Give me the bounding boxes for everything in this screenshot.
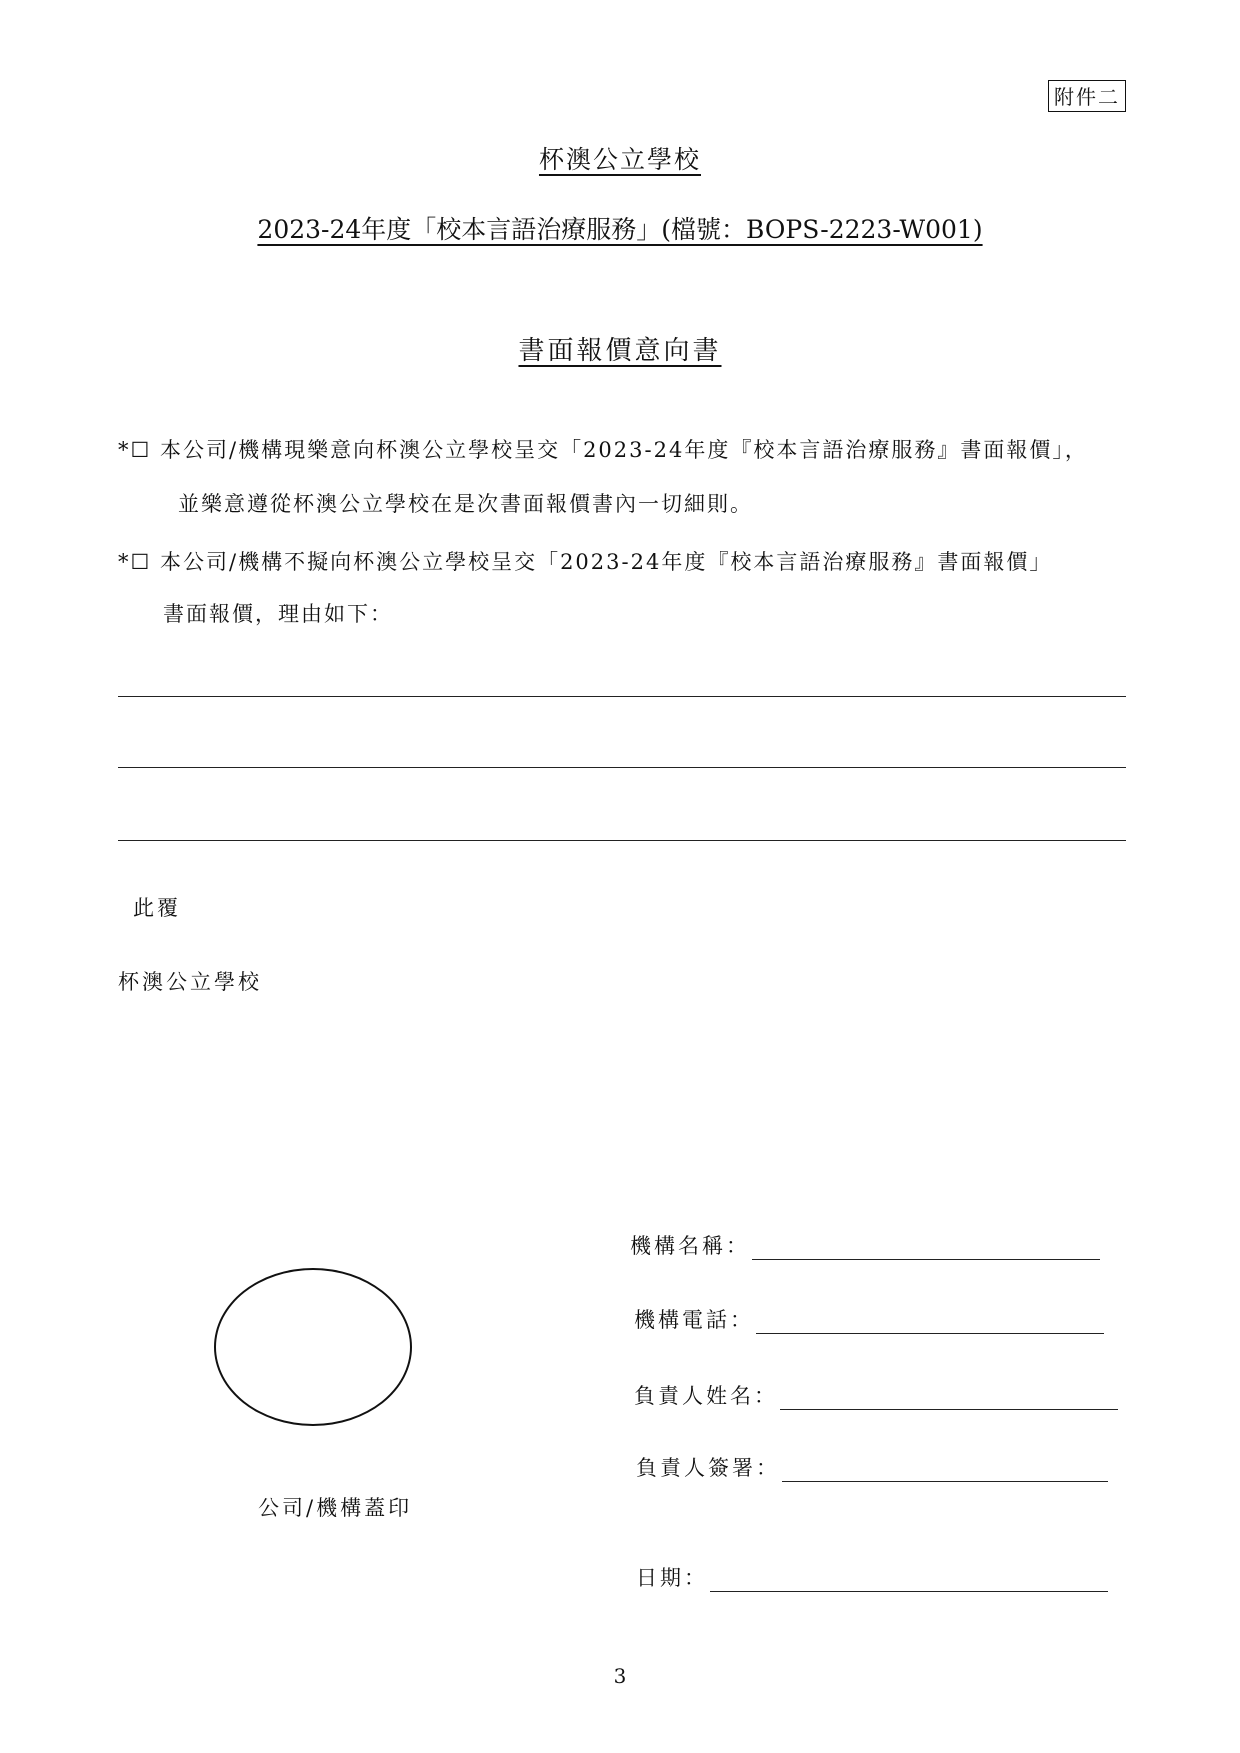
date-blank bbox=[710, 1569, 1108, 1592]
company-seal-circle bbox=[214, 1268, 412, 1426]
reason-blank-line bbox=[118, 767, 1126, 768]
school-title: 杯澳公立學校 bbox=[538, 145, 701, 174]
project-title: 2023-24年度「校本言語治療服務」(檔號：BOPS-2223-W001) bbox=[257, 215, 983, 244]
org-phone-label: 機構電話： bbox=[634, 1308, 754, 1332]
person-signature-label: 負責人簽署： bbox=[636, 1456, 780, 1480]
date-field bbox=[636, 1562, 1108, 1592]
org-name-field bbox=[630, 1230, 1100, 1260]
closing-text: 此覆 bbox=[133, 896, 181, 920]
person-name-field bbox=[634, 1380, 1118, 1410]
date-label: 日期： bbox=[636, 1566, 708, 1590]
attachment-label: 附件二 bbox=[1048, 80, 1126, 112]
option-decline-line2: 書面報價，理由如下： bbox=[163, 602, 393, 626]
reason-blank-line bbox=[118, 696, 1126, 697]
addressee: 杯澳公立學校 bbox=[118, 970, 262, 994]
person-name-label: 負責人姓名： bbox=[634, 1384, 778, 1408]
org-phone-blank bbox=[756, 1311, 1104, 1334]
option-accept-line2: 並樂意遵從杯澳公立學校在是次書面報價書內一切細則。 bbox=[178, 492, 753, 516]
option-decline-line1: *☐ 本公司/機構不擬向杯澳公立學校呈交「2023-24年度『校本言語治療服務』書面報價」 bbox=[118, 550, 1053, 574]
option-accept-line1: *☐ 本公司/機構現樂意向杯澳公立學校呈交「2023-24年度『校本言語治療服務』書面報價」， bbox=[118, 438, 1088, 462]
org-phone-field bbox=[634, 1304, 1104, 1334]
org-name-blank bbox=[752, 1237, 1100, 1260]
reason-blank-line bbox=[118, 840, 1126, 841]
person-signature-field bbox=[636, 1452, 1108, 1482]
org-name-label: 機構名稱： bbox=[630, 1234, 750, 1258]
page-number: 3 bbox=[613, 1664, 627, 1688]
person-signature-blank bbox=[782, 1459, 1108, 1482]
letter-title: 書面報價意向書 bbox=[518, 336, 722, 366]
person-name-blank bbox=[780, 1387, 1118, 1410]
seal-label: 公司/機構蓋印 bbox=[258, 1496, 413, 1520]
